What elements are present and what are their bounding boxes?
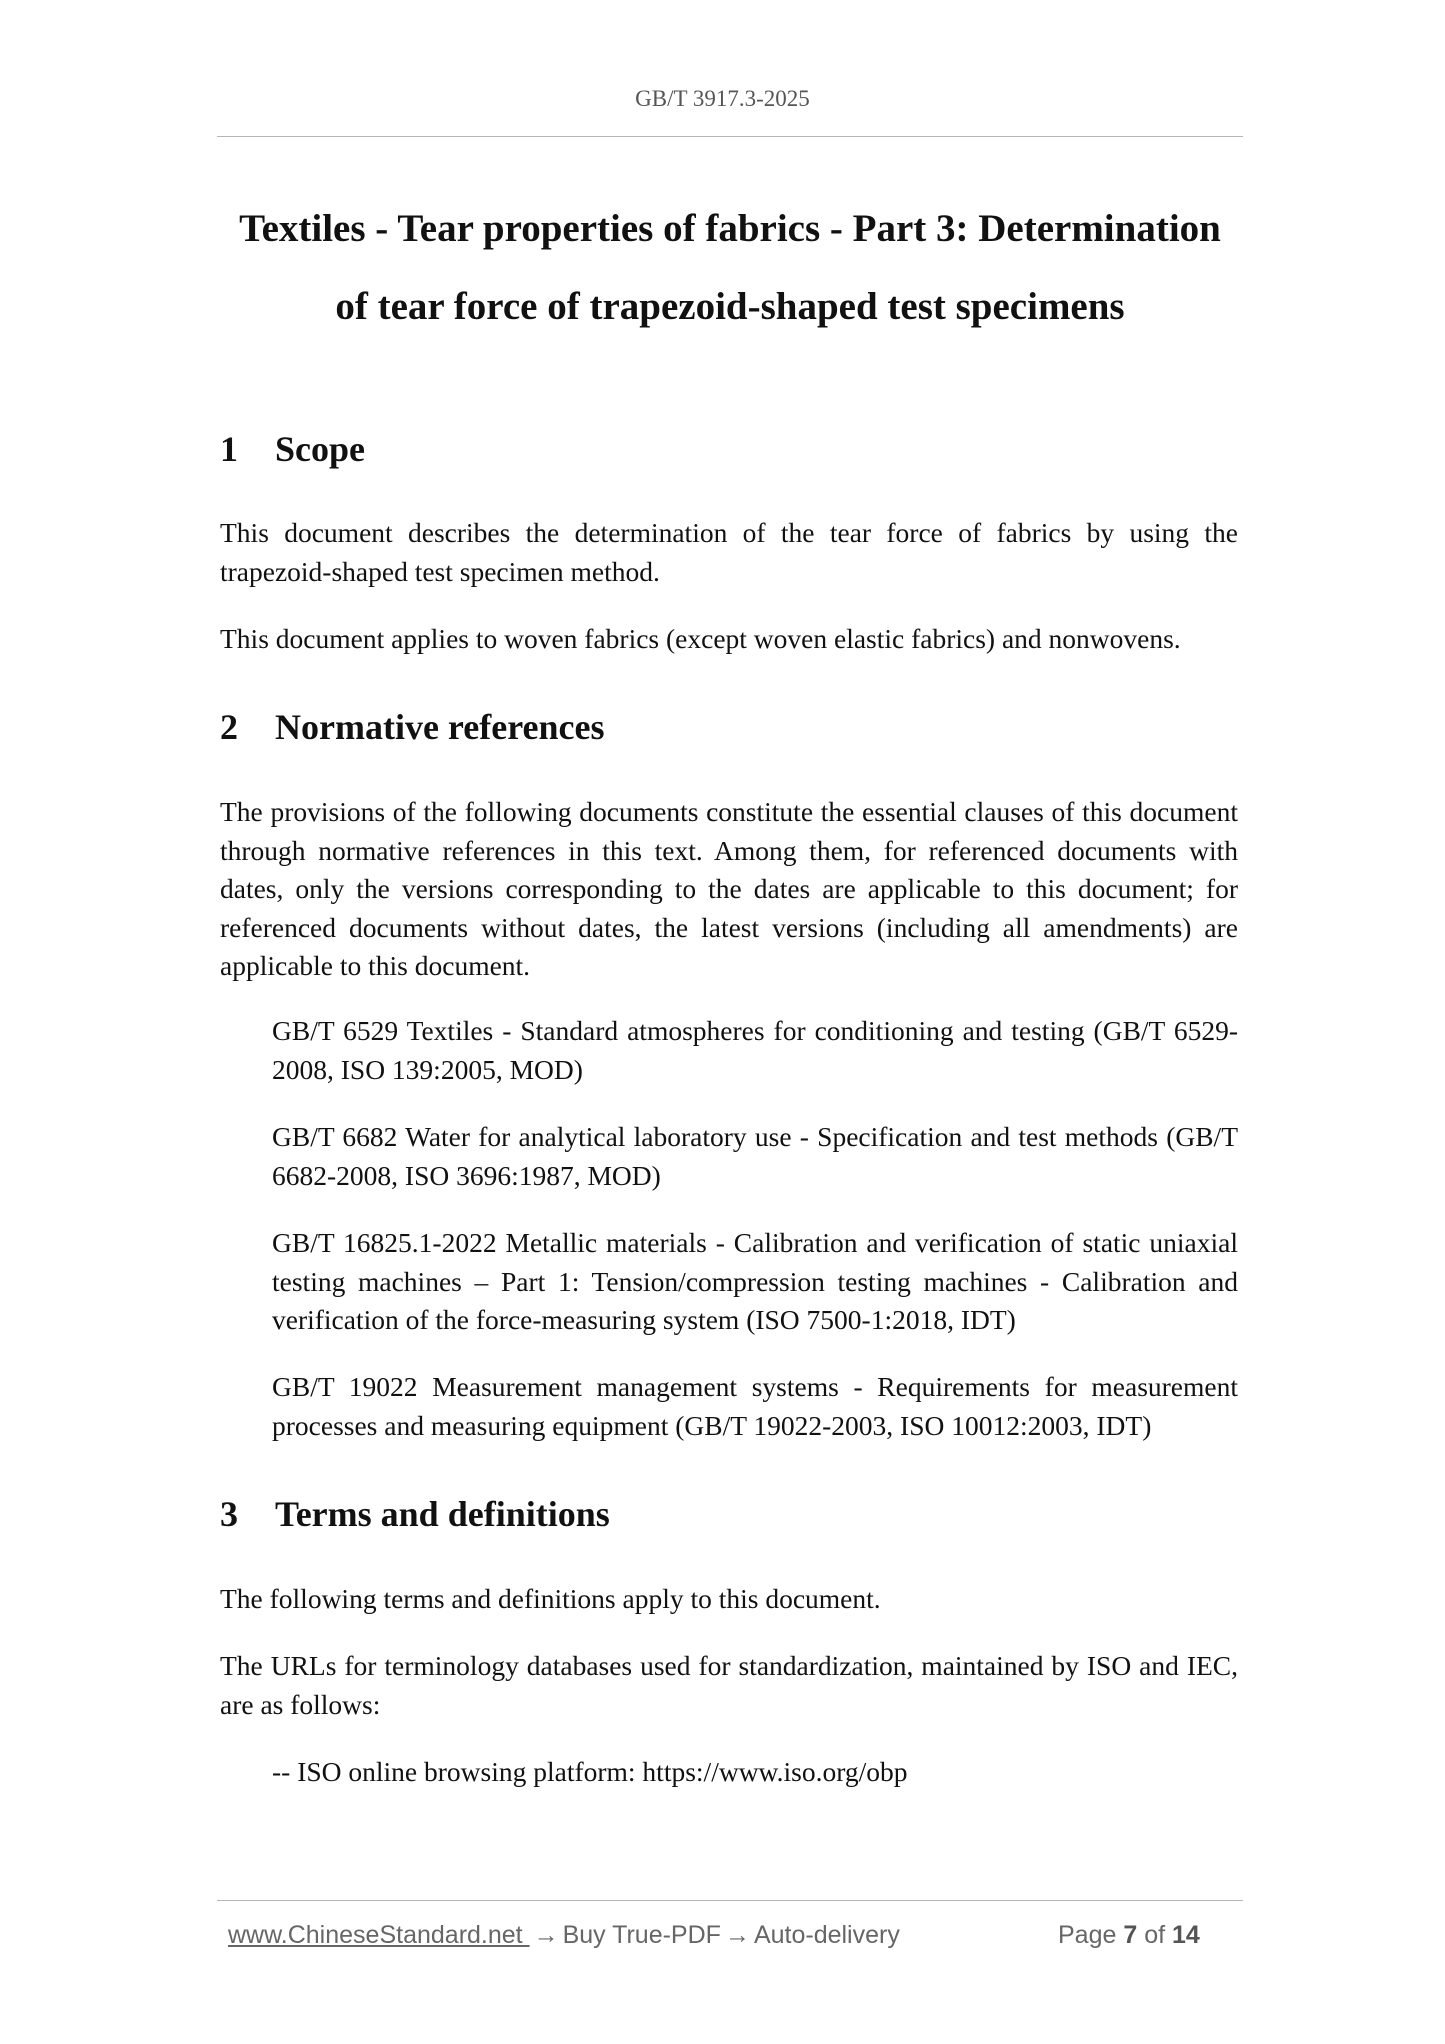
section-3-heading — [220, 1492, 610, 1536]
arrow-right-icon: → — [724, 1921, 750, 1949]
reference-item: GB/T 19022 Measurement management systems - Requirements for measurement processes and measuring equipment (GB/T 19022-2003, ISO 10012:2003, IDT) — [272, 1371, 1238, 1441]
of-label: of — [1144, 1921, 1166, 1949]
section-number: 1 — [220, 429, 238, 469]
section-title: Scope — [275, 429, 365, 469]
header-document-code: GB/T 3917.3-2025 — [635, 86, 810, 111]
section-number: 3 — [220, 1494, 238, 1534]
normative-intro-paragraph: The provisions of the following documents constitute the essential clauses of this document through normative references in this text. Among them, for referenced documents with dates, only the versions corresponding to the dates are applicable to this document; for referenced documents without dates, the latest versions (including all amendments) are applicable to this document. — [220, 796, 1238, 981]
page-indicator — [1058, 1921, 1200, 1950]
terms-paragraph-1: The following terms and definitions apply to this document. — [220, 1583, 881, 1614]
section-2-heading — [220, 705, 605, 749]
section-title: Normative references — [275, 707, 605, 747]
page-number: 7 — [1123, 1921, 1138, 1949]
page-total: 14 — [1172, 1921, 1200, 1949]
reference-item: GB/T 16825.1-2022 Metallic materials - Calibration and verification of static uniaxial testing machines – Part 1: Tension/compression testing machines - Calibration and verification of the force-measuring system (ISO 7500-1:2018, IDT) — [272, 1227, 1238, 1335]
terms-paragraph-2: The URLs for terminology databases used for standardization, maintained by ISO and IEC, are as follows: — [220, 1650, 1238, 1720]
section-title: Terms and definitions — [275, 1494, 610, 1534]
auto-delivery-text: Auto-delivery — [753, 1921, 900, 1949]
arrow-right-icon: → — [533, 1921, 559, 1949]
header-divider — [217, 136, 1243, 137]
reference-item: GB/T 6682 Water for analytical laboratory use - Specification and test methods (GB/T 6682-2008, ISO 3696:1987, MOD) — [272, 1121, 1238, 1191]
title-line-2: of tear force of trapezoid-shaped test specimens — [335, 285, 1125, 328]
section-1-heading — [220, 427, 365, 471]
section-number: 2 — [220, 707, 238, 747]
title-line-1: Textiles - Tear properties of fabrics - Part 3: Determination — [239, 207, 1221, 250]
scope-paragraph-1: This document describes the determination of the tear force of fabrics by using the trapezoid-shaped test specimen method. — [220, 517, 1238, 587]
reference-item: GB/T 6529 Textiles - Standard atmospheres for conditioning and testing (GB/T 6529-2008, ISO 139:2005, MOD) — [272, 1015, 1238, 1085]
page-label: Page — [1058, 1921, 1117, 1949]
document-title — [217, 190, 1243, 346]
footer-divider — [217, 1900, 1243, 1901]
scope-paragraph-2: This document applies to woven fabrics (except woven elastic fabrics) and nonwovens. — [220, 623, 1181, 654]
buy-pdf-text: Buy True-PDF — [562, 1921, 721, 1949]
terminology-list-item: -- ISO online browsing platform: https://www.iso.org/obp — [272, 1756, 908, 1787]
footer-promo — [228, 1921, 900, 1950]
website-link[interactable]: www.ChineseStandard.net — [228, 1921, 530, 1949]
